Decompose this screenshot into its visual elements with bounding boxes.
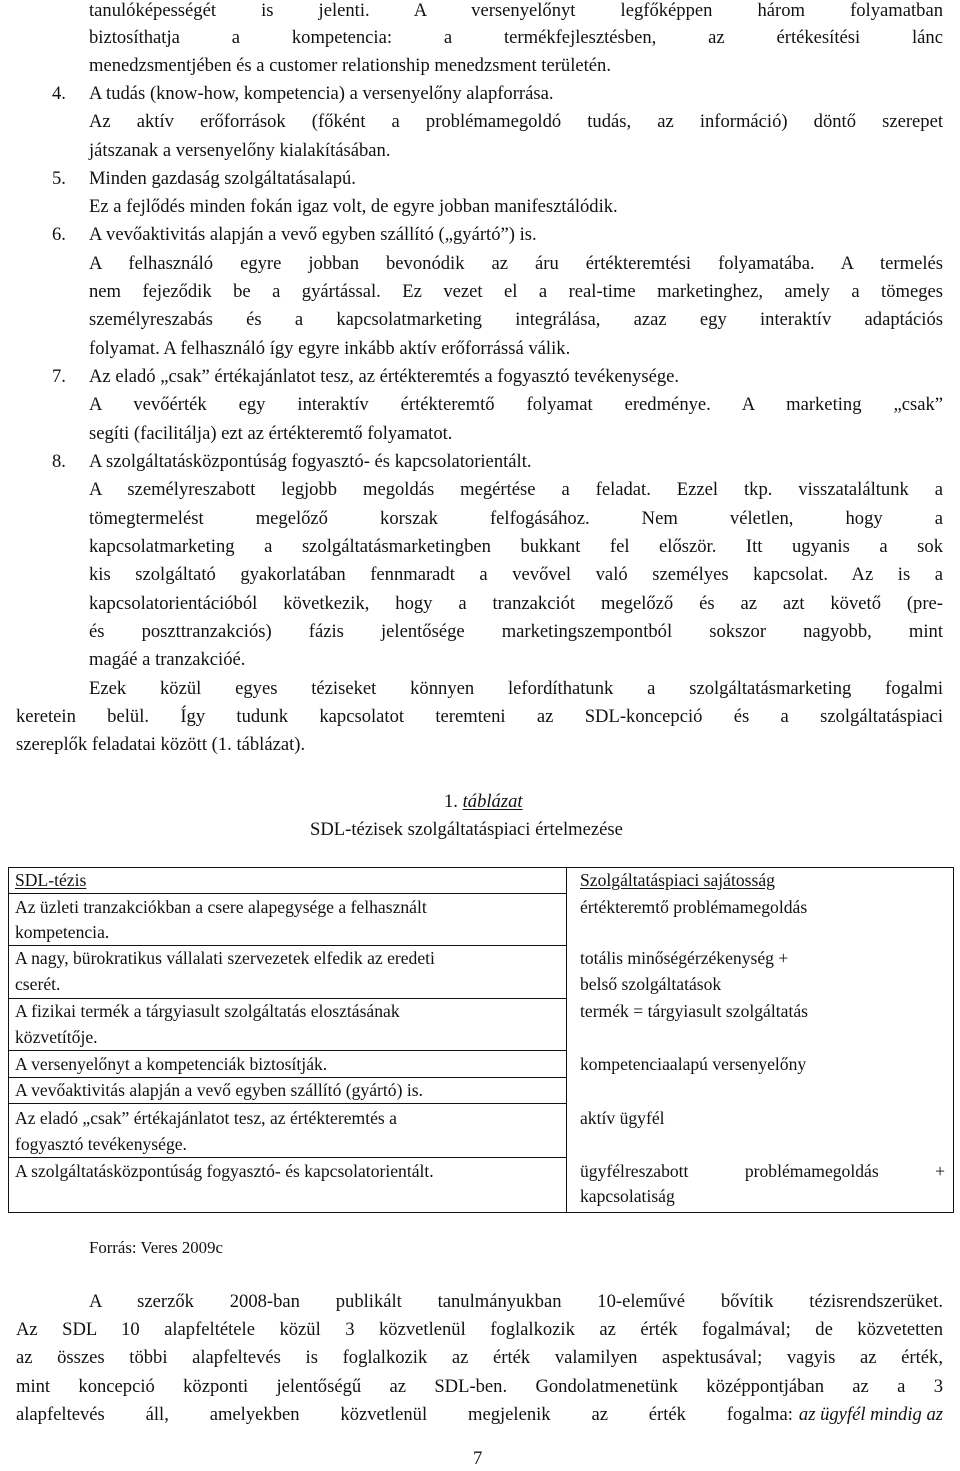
list-item-title: Az eladó „csak” értékajánlatot tesz, az értékteremtés a fogyasztó tevékenysége. <box>89 366 680 387</box>
table-rule <box>953 867 954 1213</box>
list-item-text: személyreszabás és a kapcsolatmarketing integrálása, azaz egy interaktív adaptációs <box>89 309 943 330</box>
table-cell: fogyasztó tevékenysége. <box>15 1134 187 1154</box>
list-item-title: A szolgáltatásközpontúság fogyasztó- és kapcsolatorientált. <box>89 451 532 472</box>
list-item-text: folyamat. A felhasználó így egyre inkább aktív erőforrássá válik. <box>89 338 571 359</box>
list-item-text: kapcsolatmarketing a szolgáltatásmarketingben bukkant fel először. Itt ugyanis a sok <box>89 536 943 557</box>
table-cell: A versenyelőnyt a kompetenciák biztosítják. <box>15 1054 328 1074</box>
paragraph-line: A szerzők 2008-ban publikált tanulmányukban 10-eleművé bővítik tézisrendszerüket. <box>89 1291 943 1312</box>
table-rule <box>8 1103 567 1104</box>
list-item-text: segíti (facilitálja) ezt az értékteremtő folyamatot. <box>89 423 453 444</box>
table-cell: kapcsolatiság <box>580 1186 675 1206</box>
list-item-text: Ez a fejlődés minden fokán igaz volt, de egyre jobban manifesztálódik. <box>89 196 618 217</box>
paragraph-line <box>16 1404 943 1426</box>
paragraph-italic-text: az ügyfél mindig az <box>798 1404 943 1425</box>
list-item-text: nem fejeződik be a gyártással. Ez vezet el a real-time marketinghez, amely a tömeges <box>89 281 943 302</box>
list-item-text: tömegtermelést megelőző korszak felfogásához. Nem véletlen, hogy a <box>89 508 943 529</box>
table-header-right: Szolgáltatáspiaci sajátosság <box>580 870 775 890</box>
table-cell: kompetenciaalapú versenyelőny <box>580 1054 807 1074</box>
list-item-text: kapcsolatorientációból következik, hogy a tranzakciót megelőző és az azt követő (pre- <box>89 593 943 614</box>
table-rule <box>8 1212 954 1213</box>
text-line: biztosíthatja a kompetencia: a termékfejlesztésben, az értékesítési lánc <box>89 27 943 48</box>
paragraph-line: az összes többi alapfeltevés is foglalkozik az érték valamilyen aspektusával; vagyis az érték, <box>16 1347 943 1368</box>
list-item-text: Az aktív erőforrások (főként a problémamegoldó tudás, az információ) döntő szerepet <box>89 111 943 132</box>
table-cell: belső szolgáltatások <box>580 974 722 994</box>
list-number: 7. <box>52 366 66 387</box>
table-rule <box>566 867 567 1213</box>
table-rule <box>8 867 954 868</box>
table-cell: kompetencia. <box>15 922 110 942</box>
table-rule <box>8 867 9 1213</box>
table-cell: termék = tárgyiasult szolgáltatás <box>580 1001 808 1021</box>
table-cell: A vevőaktivitás alapján a vevő egyben szállító (gyártó) is. <box>15 1080 423 1100</box>
table-cell: értékteremtő problémamegoldás <box>580 897 808 917</box>
source-note: Forrás: Veres 2009c <box>89 1238 223 1257</box>
page-number: 7 <box>473 1448 483 1469</box>
list-item-text: és poszttranzakciós) fázis jelentősége marketingszempontból sokszor nagyobb, mint <box>89 621 943 642</box>
table-title: SDL-tézisek szolgáltatáspiaci értelmezése <box>310 819 623 840</box>
paragraph-line: Ezek közül egyes téziseket könnyen lefordíthatunk a szolgáltatásmarketing fogalmi <box>89 678 943 699</box>
paragraph-text: alapfeltevés áll, amelyekben közvetlenül megjelenik az érték fogalma: <box>16 1404 793 1425</box>
table-cell: Az üzleti tranzakciókban a csere alapegysége a felhasznált <box>15 897 427 917</box>
table-cell: közvetítője. <box>15 1027 98 1047</box>
list-number: 4. <box>52 83 66 104</box>
list-item-text: kis szolgáltató gyakorlatában fennmaradt a vevővel való személyes kapcsolat. Az is a <box>89 564 943 585</box>
paragraph-line: keretein belül. Így tudunk kapcsolatot teremteni az SDL-koncepció és a szolgáltatáspiaci <box>16 706 943 727</box>
caption-label: táblázat <box>462 791 523 812</box>
table-cell: A fizikai termék a tárgyiasult szolgáltatás elosztásának <box>15 1001 400 1021</box>
list-item-text: A vevőérték egy interaktív értékteremtő folyamat eredménye. A marketing „csak” <box>89 394 943 415</box>
table-rule <box>8 893 567 894</box>
list-item-text: A felhasználó egyre jobban bevonódik az áru értékteremtési folyamatába. A termelés <box>89 253 943 274</box>
table-cell: A nagy, bürokratikus vállalati szervezetek elfedik az eredeti <box>15 948 435 968</box>
caption-number: 1. <box>444 791 458 812</box>
list-number: 8. <box>52 451 66 472</box>
table-header-left: SDL-tézis <box>15 870 87 890</box>
paragraph-line: mint koncepció központi jelentőségű az SDL-ben. Gondolatmenetünk középpontjában az a 3 <box>16 1376 943 1397</box>
table-cell: totális minőségérzékenység + <box>580 948 789 968</box>
list-item-title: A tudás (know-how, kompetencia) a versenyelőny alapforrása. <box>89 83 554 104</box>
table-cell: A szolgáltatásközpontúság fogyasztó- és kapcsolatorientált. <box>15 1161 434 1181</box>
text-line: tanulóképességét is jelenti. A versenyelőnyt legfőképpen három folyamatban <box>89 0 943 21</box>
paragraph-line: Az SDL 10 alapfeltétele közül 3 közvetlenül foglalkozik az érték fogalmával; de közvetetten <box>16 1319 943 1340</box>
table-cell: Az eladó „csak” értékajánlatot tesz, az értékteremtés a <box>15 1108 397 1128</box>
list-item-title: A vevőaktivitás alapján a vevő egyben szállító („gyártó”) is. <box>89 224 537 245</box>
paragraph-line: szereplők feladatai között (1. táblázat). <box>16 734 306 755</box>
table-cell: ügyfélreszabott problémamegoldás + <box>580 1161 945 1181</box>
list-item-text: játszanak a versenyelőny kialakításában. <box>89 140 391 161</box>
table-rule <box>8 1050 567 1051</box>
list-number: 6. <box>52 224 66 245</box>
table-caption-number <box>444 791 523 813</box>
table-cell: aktív ügyfél <box>580 1108 665 1128</box>
list-number: 5. <box>52 168 66 189</box>
list-item-text: magáé a tranzakcióé. <box>89 649 246 670</box>
text-line: menedzsmentjében és a customer relationship menedzsment területén. <box>89 55 611 76</box>
table-cell: cserét. <box>15 974 61 994</box>
list-item-title: Minden gazdaság szolgáltatásalapú. <box>89 168 356 189</box>
list-item-text: A személyreszabott legjobb megoldás megértése a feladat. Ezzel tkp. visszataláltunk a <box>89 479 943 500</box>
table-rule <box>8 1157 567 1158</box>
